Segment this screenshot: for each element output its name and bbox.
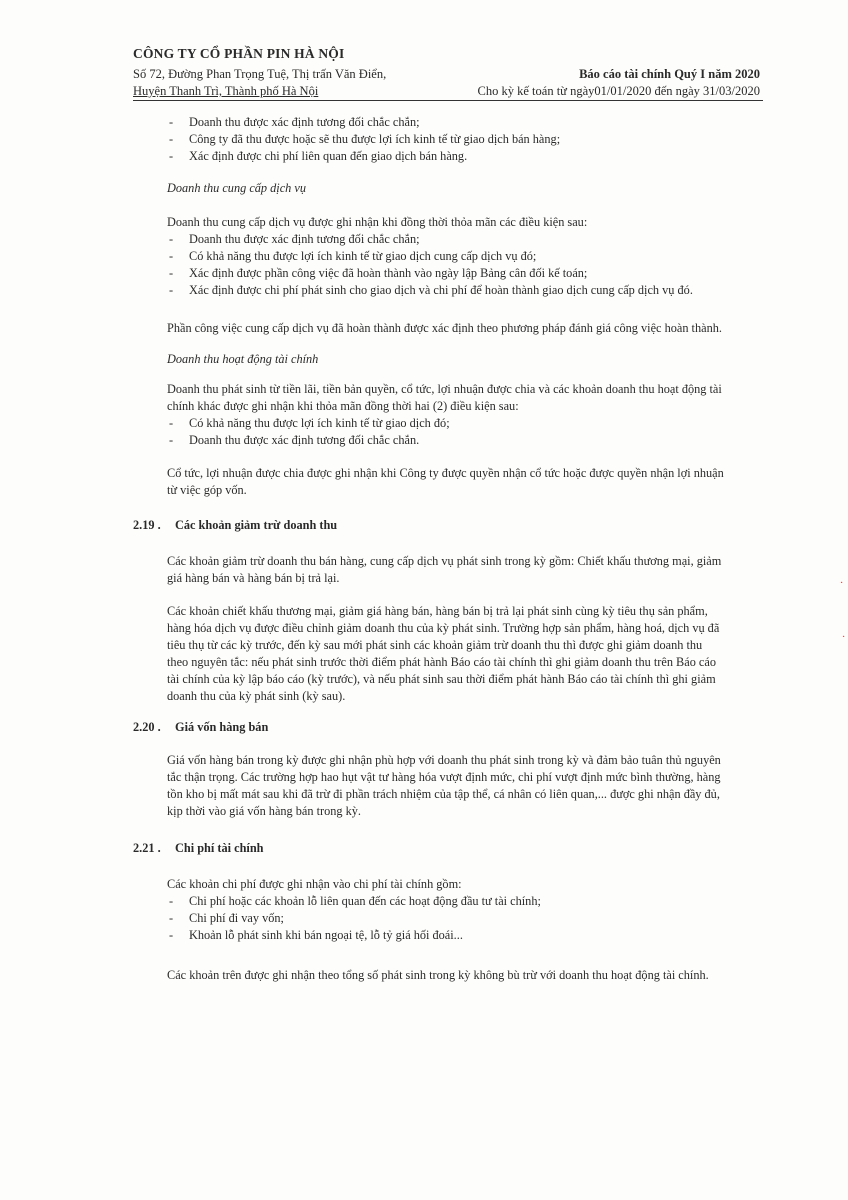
address-line-1: Số 72, Đường Phan Trọng Tuệ, Thị trấn Văn Điển, (133, 67, 387, 81)
list-item: - Doanh thu được xác định tương đối chắc chắn; (167, 231, 787, 248)
section-title: Giá vốn hàng bán (175, 720, 269, 734)
financial-revenue-heading: Doanh thu hoạt động tài chính (167, 352, 319, 366)
list-item: - Xác định được chi phí phát sinh cho giao dịch và chi phí để hoàn thành giao dịch cung cấp dịch vụ đó. (167, 282, 787, 299)
paragraph-line: Cổ tức, lợi nhuận được chia được ghi nhận khi Công ty được quyền nhận cổ tức hoặc được quyền nhận lợi nhuận (167, 466, 724, 480)
paragraph-line: tiêu thụ từ các kỳ trước, đến kỳ sau mới phát sinh các khoản giảm trừ doanh thu thì được ghi giảm doanh thu (167, 638, 703, 652)
paragraph-line: hàng hóa dịch vụ được điều chỉnh giảm doanh thu của kỳ phát sinh. Trường hợp sản phẩm, hàng hoá, dịch vụ đã (167, 621, 720, 635)
paragraph: Các khoản chi phí được ghi nhận vào chi phí tài chính gồm: (167, 877, 462, 891)
list-item: - Có khả năng thu được lợi ích kinh tế từ giao dịch cung cấp dịch vụ đó; (167, 248, 787, 265)
section-heading-2-19 (133, 518, 337, 533)
list-item: - Doanh thu được xác định tương đối chắc chắn. (167, 432, 797, 449)
section-number: 2.19 . (133, 518, 161, 532)
list-item: - Chi phí đi vay vốn; (167, 910, 797, 927)
section-heading-2-21 (133, 841, 264, 856)
address-line-2: Huyện Thanh Trì, Thành phố Hà Nội (133, 84, 319, 98)
section-number: 2.20 . (133, 720, 161, 734)
paragraph-line: Các khoản chiết khấu thương mại, giảm giá hàng bán, hàng bán bị trả lại phát sinh cùng kỳ tiêu thụ sản phẩm, (167, 604, 708, 618)
report-title: Báo cáo tài chính Quý I năm 2020 (579, 67, 760, 81)
section-number: 2.21 . (133, 841, 161, 855)
paragraph-line: tắc thận trọng. Các trường hợp hao hụt vật tư hàng hóa vượt định mức, chi phí vượt định mức bình thường, hàng (167, 770, 721, 784)
paragraph-line: doanh thu của kỳ phát sinh (kỳ sau). (167, 689, 346, 703)
service-revenue-heading: Doanh thu cung cấp dịch vụ (167, 181, 306, 195)
list-item: - Xác định được chi phí liên quan đến giao dịch bán hàng. (167, 148, 767, 165)
paragraph-line: Các khoản giảm trừ doanh thu bán hàng, cung cấp dịch vụ phát sinh trong kỳ gồm: Chiết khấu thương mại, giảm (167, 554, 722, 568)
section-title: Các khoản giảm trừ doanh thu (175, 518, 338, 532)
company-address (133, 66, 386, 100)
list-item: - Xác định được phần công việc đã hoàn thành vào ngày lập Bảng cân đối kế toán; (167, 265, 787, 282)
paragraph-line: giá hàng bán và hàng bán bị trả lại. (167, 571, 340, 585)
goods-revenue-conditions (167, 114, 767, 165)
section-title: Chi phí tài chính (175, 841, 264, 855)
paragraph-line: chính khác được ghi nhận khi thỏa mãn đồng thời hai (2) điều kiện sau: (167, 399, 519, 413)
header-divider (133, 100, 763, 101)
section-2-19-paragraph-1 (167, 553, 797, 587)
paragraph-line: Giá vốn hàng bán trong kỳ được ghi nhận phù hợp với doanh thu phát sinh trong kỳ và đảm bảo tuân thủ nguyên (167, 753, 721, 767)
paragraph: Doanh thu cung cấp dịch vụ được ghi nhận khi đồng thời thỏa mãn các điều kiện sau: (167, 215, 588, 229)
section-heading-2-20 (133, 720, 268, 735)
service-revenue-closing: Phần công việc cung cấp dịch vụ đã hoàn thành được xác định theo phương pháp đánh giá công việc hoàn thành. (167, 321, 722, 335)
paragraph-line: tồn kho bị mất mát sau khi đã trừ đi phần trách nhiệm của tập thể, cá nhân có liên quan,... được ghi nhận đầy đủ, (167, 787, 720, 801)
paragraph-line: Doanh thu phát sinh từ tiền lãi, tiền bản quyền, cổ tức, lợi nhuận được chia và các khoản doanh thu hoạt động tài (167, 382, 722, 396)
paragraph-line: kịp thời vào giá vốn hàng bán trong kỳ. (167, 804, 362, 818)
section-2-20-paragraph (167, 752, 797, 820)
report-period: Cho kỳ kế toán từ ngày01/01/2020 đến ngày 31/03/2020 (477, 84, 760, 98)
financial-revenue-section (167, 381, 797, 449)
financial-revenue-closing (167, 465, 797, 499)
report-info (478, 66, 760, 100)
list-item: - Khoản lỗ phát sinh khi bán ngoại tệ, lỗ tỷ giá hối đoái... (167, 927, 797, 944)
section-2-21-closing: Các khoản trên được ghi nhận theo tổng số phát sinh trong kỳ không bù trừ với doanh thu hoạt động tài chính. (167, 968, 709, 982)
service-revenue-section (167, 214, 787, 299)
list-item: - Doanh thu được xác định tương đối chắc chắn; (167, 114, 767, 131)
section-2-21-list (167, 876, 797, 944)
paragraph-line: từ việc góp vốn. (167, 483, 247, 497)
section-2-19-paragraph-2 (167, 603, 797, 705)
scan-mark: · (840, 578, 844, 589)
company-name: CÔNG TY CỔ PHẦN PIN HÀ NỘI (133, 46, 345, 61)
paragraph-line: tài chính của kỳ lập báo cáo (kỳ trước), và nếu phát sinh sau thời điểm phát hành Báo cáo tài chính thì ghi giảm (167, 672, 716, 686)
paragraph-line: theo nguyên tắc: nếu phát sinh trước thời điểm phát hành Báo cáo tài chính thì ghi giảm doanh thu trên Báo cáo (167, 655, 716, 669)
scan-mark: · (842, 632, 846, 643)
list-item: - Công ty đã thu được hoặc sẽ thu được lợi ích kinh tế từ giao dịch bán hàng; (167, 131, 767, 148)
list-item: - Có khả năng thu được lợi ích kinh tế từ giao dịch đó; (167, 415, 797, 432)
list-item: - Chi phí hoặc các khoản lỗ liên quan đến các hoạt động đầu tư tài chính; (167, 893, 797, 910)
